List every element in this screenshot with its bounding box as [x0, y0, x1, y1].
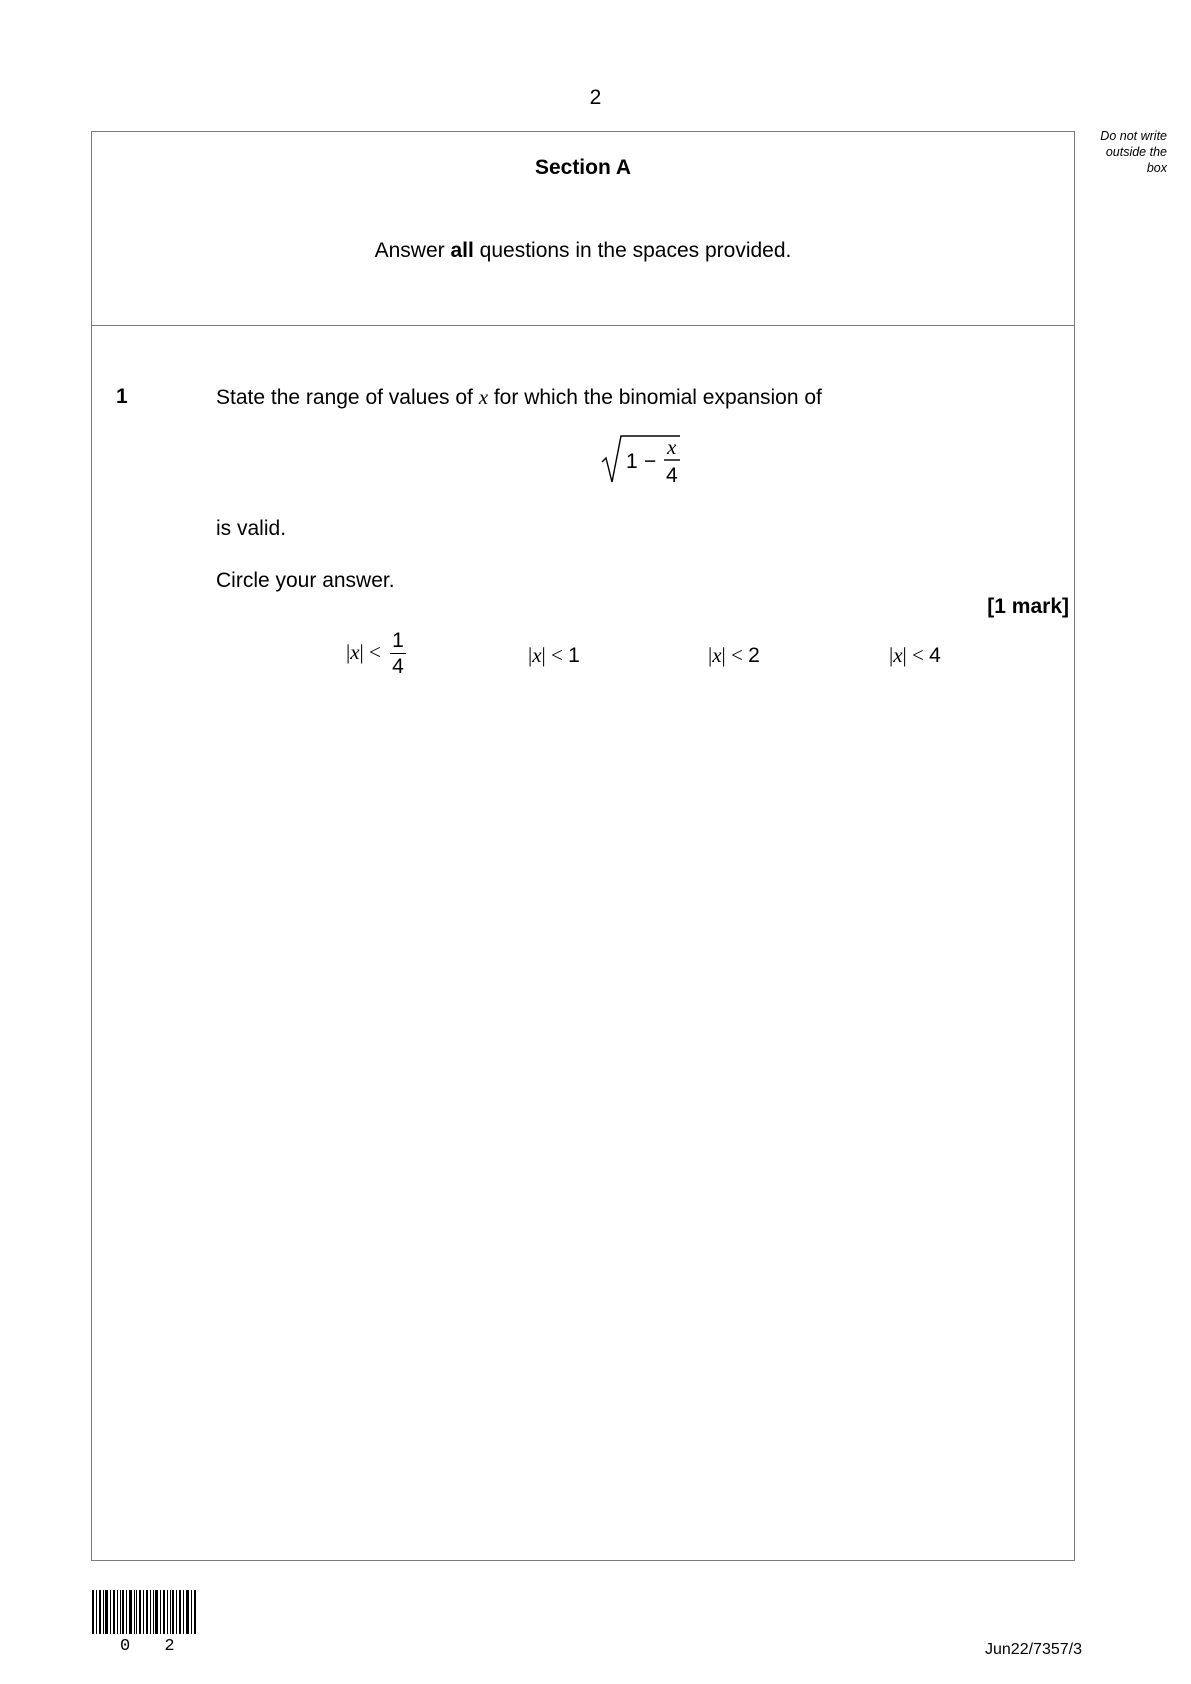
option-value: 1 [568, 644, 580, 667]
answer-instruction: Circle your answer. [216, 569, 395, 592]
sqrt-expression [600, 432, 690, 494]
option-fraction: $\frac{1}{4}$ [392, 629, 404, 678]
option-value: 2 [748, 644, 760, 667]
answer-box[interactable] [91, 131, 1075, 1561]
instruction-text: questions in the spaces provided. [473, 239, 792, 262]
answer-option-3[interactable] [708, 643, 760, 668]
paper-reference: Jun22/7357/3 [985, 1641, 1082, 1658]
answer-option-2[interactable] [528, 643, 580, 668]
page-number: 2 [589, 86, 602, 109]
section-header [92, 132, 1074, 326]
option-expression: |x| < [889, 643, 930, 667]
margin-note-line: Do not write [1100, 129, 1167, 143]
validity-text: is valid. [216, 517, 287, 540]
option-expression: |x| < [708, 643, 749, 667]
stem-variable: x [478, 385, 489, 409]
barcode [92, 1590, 196, 1634]
question-number: 1 [116, 385, 128, 408]
margin-note-line: box [1146, 161, 1167, 175]
marks-label: [1 mark] [987, 595, 1069, 618]
option-expression: |x| < [528, 643, 569, 667]
section-instruction [92, 239, 1074, 263]
section-title: Section A [534, 156, 632, 179]
answer-option-4[interactable] [889, 643, 941, 668]
answer-option-1[interactable] [346, 628, 406, 679]
expr-numerator: x [667, 435, 677, 459]
option-value: 4 [929, 644, 941, 667]
expr-denominator: 4 [666, 464, 678, 487]
option-expression: |x| < [346, 640, 387, 665]
barcode-digits: 0 2 [120, 1637, 187, 1656]
expr-one: 1 [626, 450, 638, 473]
stem-text: for which the binomial expansion of [488, 386, 822, 409]
margin-note [1085, 128, 1167, 176]
margin-note-line: outside the [1105, 145, 1167, 159]
stem-text: State the range of values of [216, 386, 479, 409]
instruction-text: Answer [374, 239, 451, 262]
expr-minus: − [644, 450, 657, 473]
instruction-emphasis: all [450, 239, 474, 262]
question-stem [216, 385, 822, 410]
